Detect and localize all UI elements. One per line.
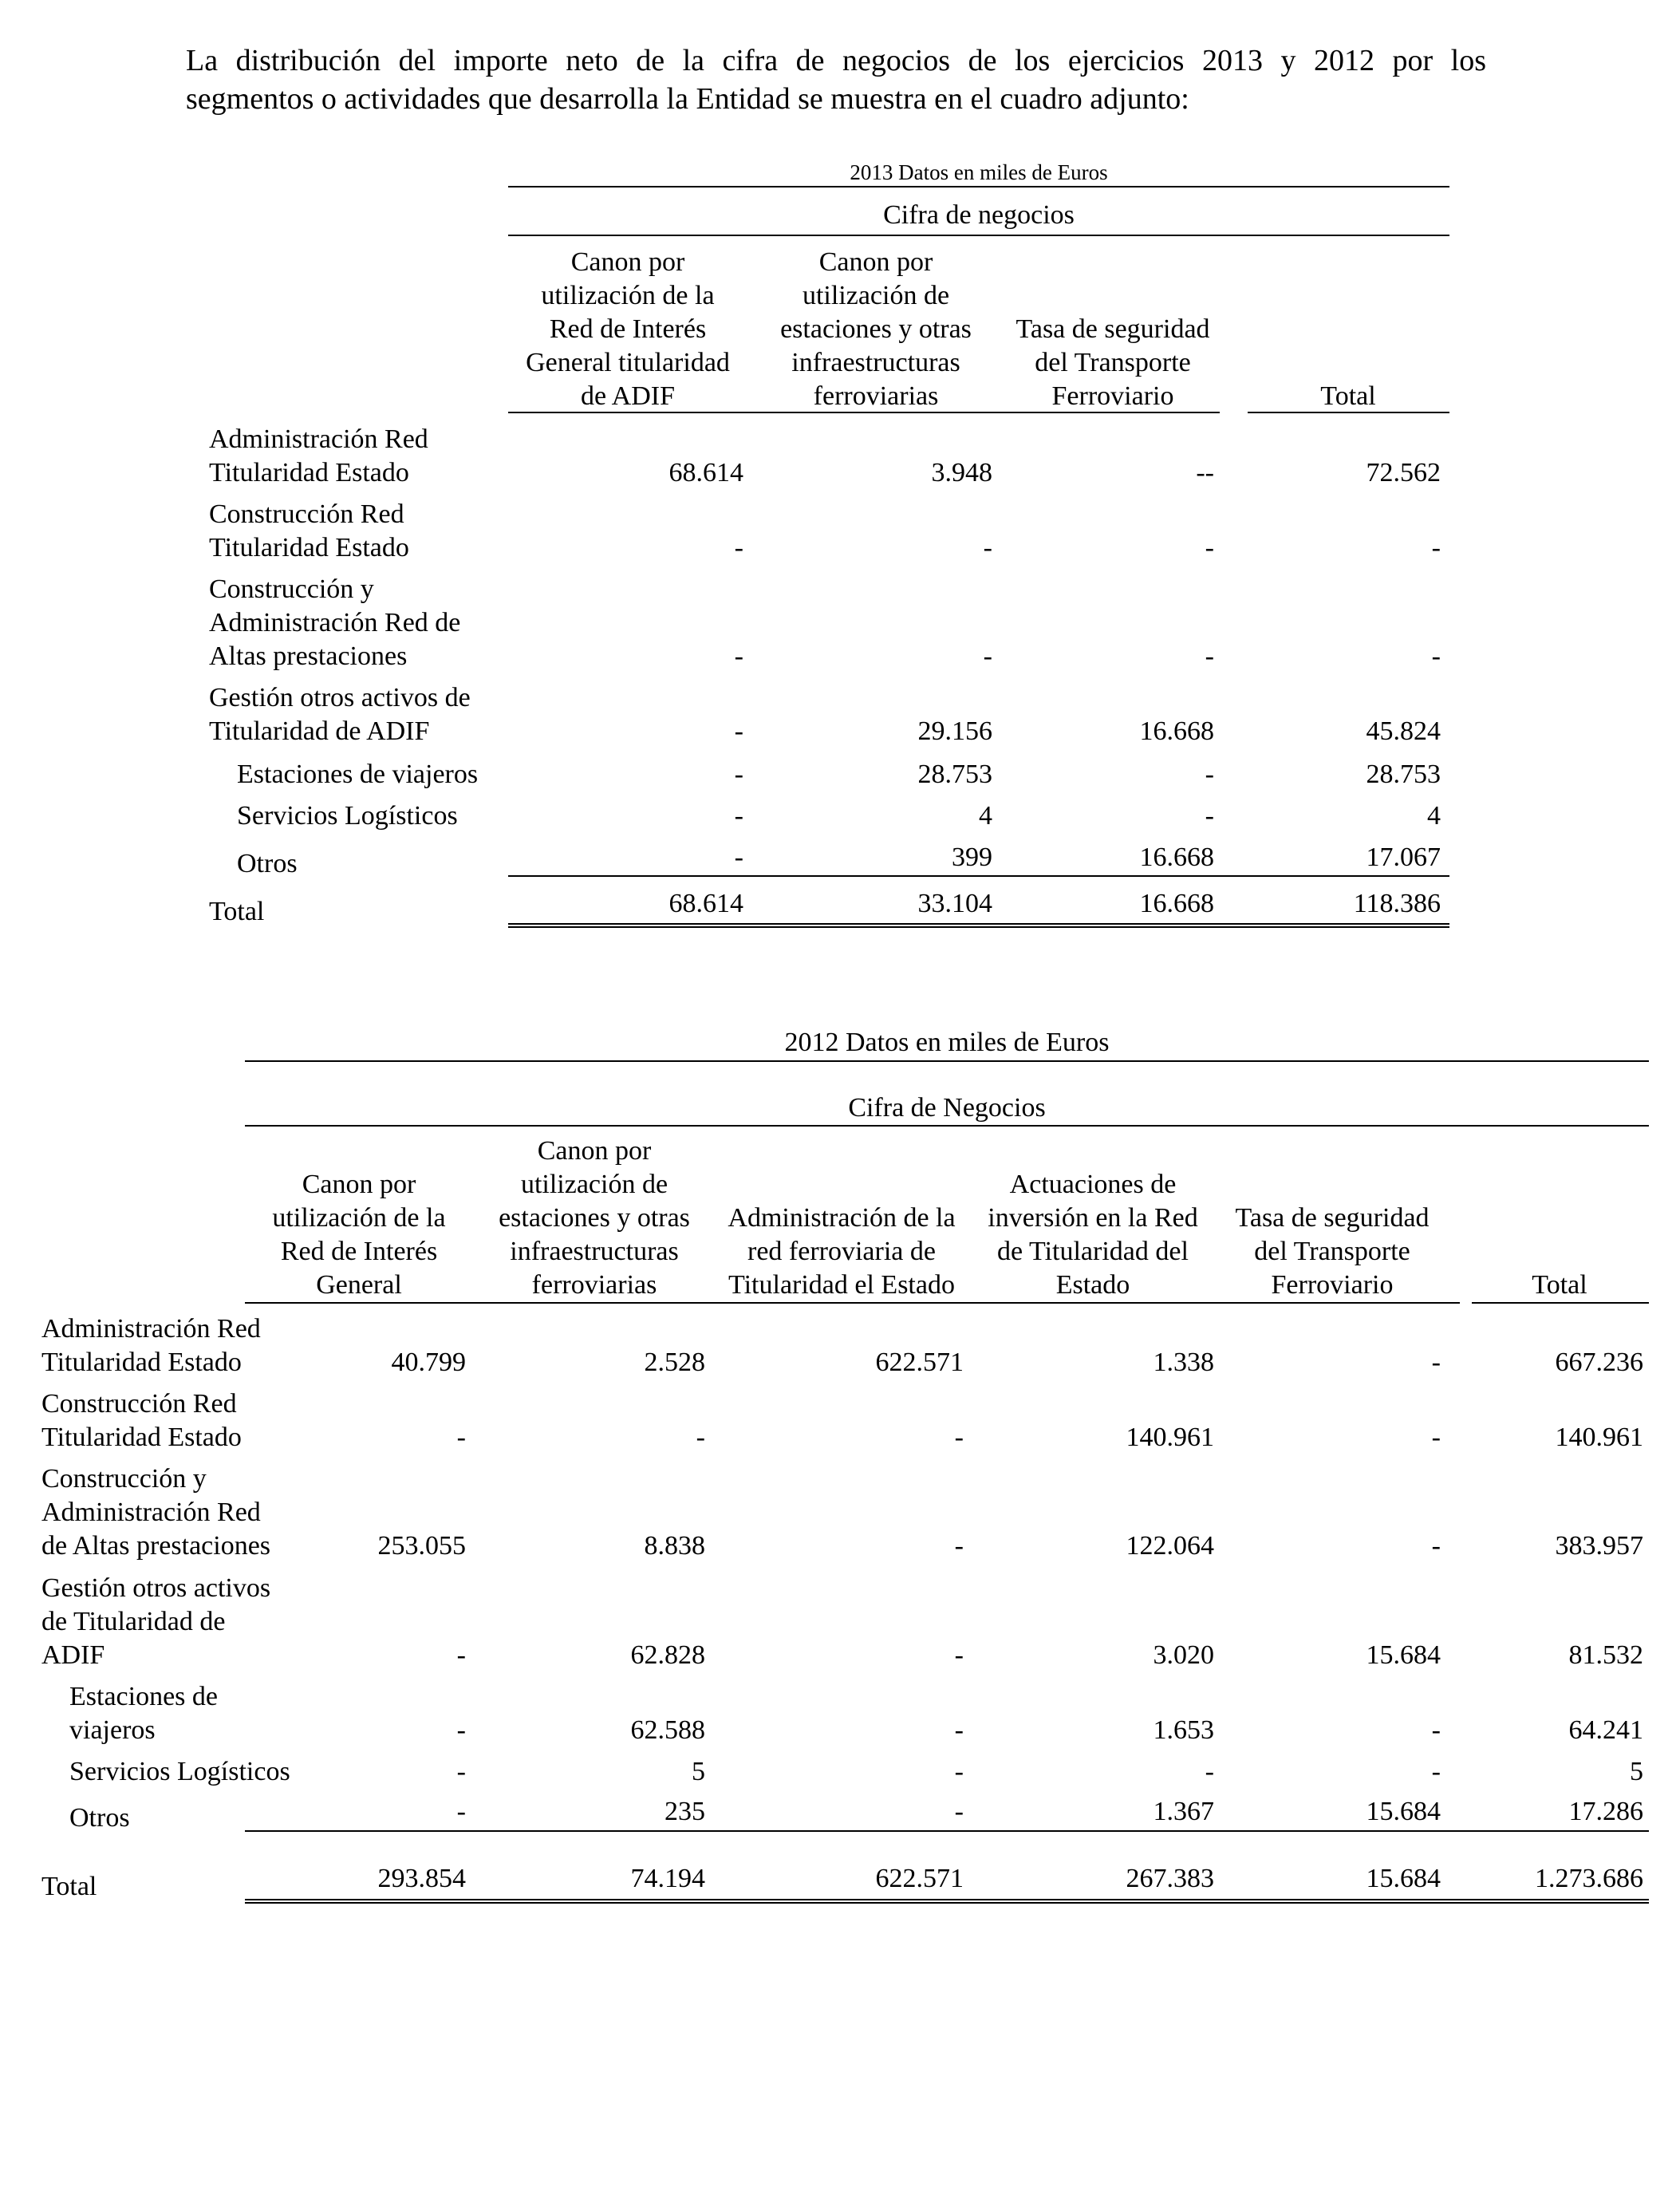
row-2013-total-label: Total (209, 897, 265, 926)
rule (508, 186, 1449, 187)
cell: 64.241 (1568, 1715, 1643, 1745)
cell: - (734, 716, 743, 746)
cell: - (954, 1531, 964, 1561)
cell: 399 (952, 843, 992, 872)
cell: 667.236 (1555, 1348, 1643, 1377)
cell: 3.020 (1153, 1640, 1214, 1670)
cell: 28.753 (1366, 760, 1441, 789)
row-2012-altas-label: Construcción y Administración Red de Altas prestaciones (41, 1464, 271, 1561)
cell: 45.824 (1366, 716, 1441, 746)
header-2013-canon-estaciones: Canon por utilización de estaciones y otras infraestructuras ferroviarias (780, 247, 972, 411)
cell: - (1431, 1531, 1441, 1561)
header-2013-tasa-seguridad: Tasa de seguridad del Transporte Ferroviario (1015, 314, 1210, 411)
rule (508, 235, 1449, 236)
cell: 118.386 (1353, 889, 1441, 918)
header-2012-actuaciones: Actuaciones de inversión en la Red de Titularidad del Estado (988, 1170, 1198, 1300)
cell: - (1205, 533, 1214, 562)
cell: - (1431, 1757, 1441, 1786)
cell: - (734, 641, 743, 671)
cell: - (734, 843, 743, 872)
cell: - (696, 1423, 705, 1452)
table-2013-caption: 2013 Datos en miles de Euros (850, 160, 1108, 184)
cell: 68.614 (668, 458, 743, 487)
cell: 40.799 (391, 1348, 466, 1377)
table-2012-group-header: Cifra de Negocios (848, 1093, 1046, 1123)
cell: 16.668 (1139, 716, 1214, 746)
cell: - (456, 1715, 466, 1745)
cell: - (1205, 641, 1214, 671)
row-2012-servicios-label: Servicios Logísticos (69, 1757, 290, 1786)
rule (1248, 412, 1449, 413)
intro-line-2: segmentos o actividades que desarrolla la Entidad se muestra en el cuadro adjunto: (186, 82, 1189, 116)
row-2013-gestion-label: Gestión otros activos de Titularidad de ADIF (209, 683, 471, 746)
cell: - (954, 1715, 964, 1745)
row-2013-estaciones-label: Estaciones de viajeros (237, 760, 479, 789)
cell: 68.614 (668, 889, 743, 918)
cell: 622.571 (875, 1864, 964, 1893)
cell: - (1431, 641, 1441, 671)
cell: 2.528 (644, 1348, 705, 1377)
cell: 62.828 (630, 1640, 705, 1670)
row-2013-servicios-label: Servicios Logísticos (237, 801, 458, 831)
cell: - (734, 533, 743, 562)
cell: 1.338 (1153, 1348, 1214, 1377)
row-2012-otros-label: Otros (69, 1803, 130, 1833)
cell: 33.104 (917, 889, 992, 918)
row-2013-admin-label: Administración Red Titularidad Estado (209, 424, 428, 487)
row-2013-construccion-label: Construcción Red Titularidad Estado (209, 499, 409, 562)
intro-line-1: La distribución del importe neto de la cifra de negocios de los ejercicios 2013 y 2012 por los (186, 44, 1486, 77)
cell: - (1431, 1348, 1441, 1377)
cell: - (734, 801, 743, 831)
cell: 16.668 (1139, 889, 1214, 918)
cell: - (1205, 801, 1214, 831)
cell: 122.064 (1126, 1531, 1214, 1561)
rule (508, 923, 1449, 928)
cell: 383.957 (1555, 1531, 1643, 1561)
cell: 293.854 (377, 1864, 466, 1893)
row-2013-otros-label: Otros (237, 849, 298, 878)
cell: 28.753 (917, 760, 992, 789)
cell: 253.055 (377, 1531, 466, 1561)
cell: 1.367 (1153, 1797, 1214, 1826)
cell: - (983, 533, 992, 562)
row-2012-gestion-label: Gestión otros activos de Titularidad de ADIF (41, 1573, 271, 1670)
cell: 5 (1630, 1757, 1643, 1786)
intro-paragraph (186, 41, 1486, 118)
cell: - (954, 1797, 964, 1826)
cell: 17.286 (1568, 1797, 1643, 1826)
row-2012-admin-label: Administración Red Titularidad Estado (41, 1314, 261, 1377)
cell: - (1431, 1423, 1441, 1452)
cell: - (456, 1757, 466, 1786)
cell: 622.571 (875, 1348, 964, 1377)
cell: -- (1196, 458, 1214, 487)
cell: 62.588 (630, 1715, 705, 1745)
cell: - (1431, 533, 1441, 562)
cell: 267.383 (1126, 1864, 1214, 1893)
cell: 3.948 (931, 458, 992, 487)
header-2012-tasa-seguridad: Tasa de seguridad del Transporte Ferroviario (1235, 1203, 1430, 1300)
rule (1472, 1302, 1649, 1304)
cell: - (1431, 1715, 1441, 1745)
cell: 5 (692, 1757, 705, 1786)
cell: - (456, 1797, 466, 1826)
row-2013-altas-label: Construcción y Administración Red de Altas prestaciones (209, 574, 461, 671)
row-2012-estaciones-label: Estaciones de viajeros (69, 1682, 218, 1745)
table-2013-group-header: Cifra de negocios (883, 200, 1075, 230)
cell: - (1205, 1757, 1214, 1786)
cell: - (734, 760, 743, 789)
header-2012-total: Total (1532, 1270, 1587, 1300)
cell: 81.532 (1568, 1640, 1643, 1670)
cell: - (1205, 760, 1214, 789)
header-2012-administracion: Administración de la red ferroviaria de Titularidad el Estado (728, 1203, 956, 1300)
cell: 4 (979, 801, 992, 831)
cell: 15.684 (1366, 1797, 1441, 1826)
cell: - (954, 1757, 964, 1786)
rule (245, 1125, 1649, 1127)
cell: - (456, 1423, 466, 1452)
header-2013-canon-red: Canon por utilización de la Red de Interés General titularidad de ADIF (526, 247, 730, 411)
header-2013-total: Total (1320, 381, 1376, 411)
cell: 17.067 (1366, 843, 1441, 872)
cell: 74.194 (630, 1864, 705, 1893)
cell: - (983, 641, 992, 671)
cell: - (954, 1423, 964, 1452)
cell: 140.961 (1555, 1423, 1643, 1452)
header-2012-canon-red: Canon por utilización de la Red de Interés General (272, 1170, 446, 1300)
cell: 1.273.686 (1535, 1864, 1643, 1893)
cell: 16.668 (1139, 843, 1214, 872)
header-2012-canon-estaciones: Canon por utilización de estaciones y otras infraestructuras ferroviarias (499, 1136, 690, 1300)
rule (245, 1060, 1649, 1062)
cell: 15.684 (1366, 1640, 1441, 1670)
cell: 235 (665, 1797, 705, 1826)
cell: 140.961 (1126, 1423, 1214, 1452)
cell: - (456, 1640, 466, 1670)
rule (245, 1302, 1460, 1304)
rule (245, 1899, 1649, 1904)
cell: 72.562 (1366, 458, 1441, 487)
cell: 4 (1427, 801, 1441, 831)
cell: - (954, 1640, 964, 1670)
cell: 29.156 (917, 716, 992, 746)
table-2012-caption: 2012 Datos en miles de Euros (784, 1028, 1110, 1057)
cell: 8.838 (644, 1531, 705, 1561)
cell: 1.653 (1153, 1715, 1214, 1745)
cell: 15.684 (1366, 1864, 1441, 1893)
row-2012-construccion-label: Construcción Red Titularidad Estado (41, 1389, 242, 1452)
rule (245, 1830, 1649, 1832)
row-2012-total-label: Total (41, 1872, 97, 1901)
rule (508, 412, 1220, 413)
rule (508, 875, 1449, 877)
